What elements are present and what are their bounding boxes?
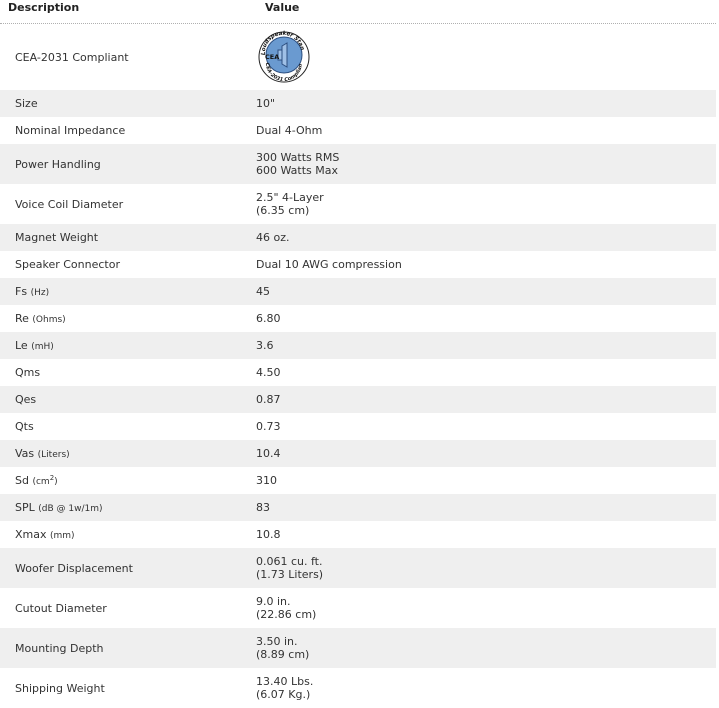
spec-label	[0, 501, 256, 514]
spec-label-text: Magnet Weight	[15, 231, 99, 244]
spec-label-text: Shipping Weight	[15, 681, 105, 695]
spec-value-line: 13.40 Lbs.	[256, 675, 314, 688]
table-row	[0, 467, 716, 494]
spec-value	[256, 528, 281, 541]
table-row	[0, 184, 716, 224]
table-row	[0, 24, 716, 90]
table-header	[0, 0, 716, 24]
spec-value-line: 45	[256, 285, 270, 298]
table-row	[0, 548, 716, 588]
spec-value	[256, 191, 324, 217]
spec-label-text: Qes	[15, 393, 37, 406]
spec-value	[256, 258, 402, 271]
spec-value-line: 310	[256, 474, 277, 487]
spec-value-line: 10.4	[256, 447, 281, 460]
spec-value	[256, 339, 274, 352]
table-row	[0, 305, 716, 332]
spec-value	[256, 474, 277, 487]
spec-label-text: Power Handling	[15, 157, 101, 171]
spec-label	[0, 420, 256, 433]
spec-label-text: CEA-2031 Compliant	[15, 50, 129, 64]
spec-label-text: SPL	[15, 501, 35, 514]
table-row	[0, 278, 716, 305]
spec-label	[0, 602, 256, 615]
spec-value-line: 10.8	[256, 528, 281, 541]
spec-value-line: 600 Watts Max	[256, 164, 339, 177]
spec-label	[0, 158, 256, 171]
spec-value-line: 3.6	[256, 339, 274, 352]
table-row	[0, 440, 716, 467]
spec-label	[0, 528, 256, 541]
spec-rows	[0, 24, 716, 708]
spec-value	[256, 675, 313, 701]
spec-label-text: Re	[15, 312, 29, 325]
table-row	[0, 588, 716, 628]
spec-label	[0, 198, 256, 211]
spec-label-text: Voice Coil Diameter	[15, 197, 124, 211]
spec-value	[256, 501, 270, 514]
table-row	[0, 494, 716, 521]
spec-label	[0, 339, 256, 352]
spec-label-text: Sd	[15, 474, 29, 487]
spec-unit: (Ohms)	[32, 315, 66, 325]
spec-label	[0, 474, 256, 487]
table-row	[0, 413, 716, 440]
spec-label-text: Le	[15, 339, 28, 352]
table-row	[0, 521, 716, 548]
spec-label	[0, 258, 256, 271]
table-row	[0, 224, 716, 251]
spec-value-line: 9.0 in.	[256, 595, 291, 608]
table-row	[0, 359, 716, 386]
svg-text:CEA: CEA	[265, 53, 280, 61]
spec-label	[0, 51, 256, 64]
spec-value-line: 10"	[256, 97, 276, 110]
spec-value	[256, 29, 312, 85]
table-row	[0, 144, 716, 184]
cea-2031-compliant-logo	[256, 29, 312, 85]
spec-value	[256, 555, 323, 581]
spec-unit: (Liters)	[37, 450, 70, 460]
spec-label	[0, 682, 256, 695]
spec-value	[256, 285, 270, 298]
spec-value-line: 300 Watts RMS	[256, 151, 340, 164]
svg-text:Loudspeaker Standard: Loudspeaker Stan	[260, 30, 305, 56]
table-row	[0, 117, 716, 144]
spec-label-text: Nominal Impedance	[15, 124, 126, 137]
spec-value-line: 3.50 in.	[256, 635, 298, 648]
spec-label-text: Mounting Depth	[15, 641, 104, 655]
spec-value-line: 0.87	[256, 393, 281, 406]
spec-value	[256, 312, 281, 325]
table-row	[0, 90, 716, 117]
spec-label	[0, 447, 256, 460]
value-column-header: Value	[265, 1, 300, 14]
spec-value-line: 0.061 cu. ft.	[256, 555, 323, 568]
spec-unit: (mm)	[50, 531, 75, 541]
spec-value	[256, 420, 281, 433]
spec-label	[0, 312, 256, 325]
spec-value-line: (6.35 cm)	[256, 204, 310, 217]
spec-unit: (mH)	[31, 342, 54, 352]
spec-label-text: Woofer Displacement	[15, 561, 133, 575]
table-row	[0, 332, 716, 359]
spec-value	[256, 393, 281, 406]
spec-value-line: (8.89 cm)	[256, 648, 310, 661]
spec-label-text: Speaker Connector	[15, 258, 120, 271]
spec-value	[256, 124, 322, 137]
spec-label	[0, 393, 256, 406]
spec-label	[0, 231, 256, 244]
spec-label	[0, 124, 256, 137]
spec-label-text: Qts	[15, 420, 34, 433]
spec-value	[256, 595, 316, 621]
spec-value-line: Dual 4-Ohm	[256, 124, 323, 137]
spec-unit: $(cm^2)$	[32, 474, 58, 487]
spec-value-line: 2.5" 4-Layer	[256, 191, 324, 204]
spec-label	[0, 562, 256, 575]
spec-label-text: Size	[15, 97, 38, 110]
spec-label-text: Cutout Diameter	[15, 601, 107, 615]
table-row	[0, 251, 716, 278]
spec-value-line: 83	[256, 501, 270, 514]
svg-text:CEA-2031 Compliant: CEA-2031 Complian	[263, 62, 305, 84]
description-column-header: Description	[8, 1, 80, 14]
spec-unit: (dB @ 1w/1m)	[38, 504, 103, 514]
spec-value	[256, 97, 275, 110]
spec-value	[256, 366, 281, 379]
spec-value-line: 46 oz.	[256, 231, 290, 244]
spec-value	[256, 447, 281, 460]
spec-label	[0, 366, 256, 379]
spec-label-text: Vas	[15, 447, 35, 460]
spec-label	[0, 285, 256, 298]
spec-label-text: Fs	[15, 285, 28, 298]
spec-value-line: 4.50	[256, 366, 281, 379]
spec-value-line: (22.86 cm)	[256, 608, 317, 621]
table-row	[0, 628, 716, 668]
spec-value-line: 6.80	[256, 312, 281, 325]
spec-value	[256, 635, 309, 661]
table-row	[0, 386, 716, 413]
spec-label-text: Qms	[15, 366, 41, 379]
spec-value-line: (1.73 Liters)	[256, 568, 324, 581]
table-row	[0, 668, 716, 708]
spec-value	[256, 231, 290, 244]
spec-label-text: Xmax	[15, 528, 47, 541]
spec-unit: (Hz)	[30, 288, 50, 298]
spec-value	[256, 151, 339, 177]
spec-label	[0, 642, 256, 655]
spec-value-line: 0.73	[256, 420, 281, 433]
spec-value-line: Dual 10 AWG compression	[256, 258, 402, 271]
spec-value-line: (6.07 Kg.)	[256, 688, 311, 701]
spec-label	[0, 97, 256, 110]
